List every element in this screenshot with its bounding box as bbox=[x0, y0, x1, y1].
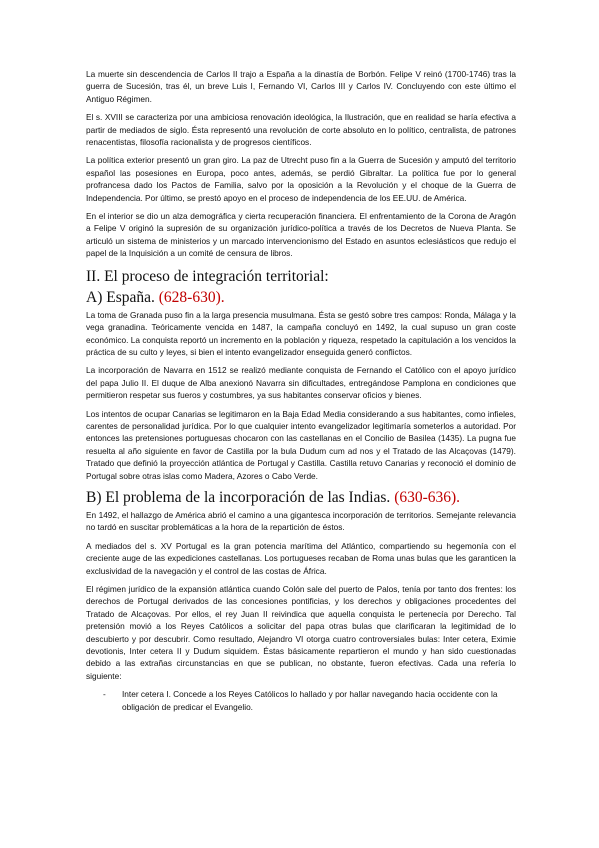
bulas-list bbox=[86, 688, 516, 713]
dash-marker: - bbox=[103, 689, 106, 700]
intro-paragraph-2: El s. XVIII se caracteriza por una ambiciosa renovación ideológica, la Ilustración, que en realidad se haría efectiva a partir de mediados de siglo. Ésta representó una revolución de corte absoluto en lo político, centralista, de patrones renacentistas, filosofía racionalista y de progresos científicos. bbox=[86, 112, 516, 148]
subsection-b-label: B) El problema de la incorporación de las Indias. bbox=[86, 488, 391, 506]
a-paragraph-2: La incorporación de Navarra en 1512 se realizó mediante conquista de Fernando el Católico con el apoyo jurídico del papa Julio II. El duque de Alba anexionó Navarra sin dificultades, entregándose Pamplona en condiciones que permitieron respetar sus fueros y costumbres, ya sus habitantes conservar oficios y bienes. bbox=[86, 365, 516, 401]
subsection-b-range: (630-636). bbox=[394, 488, 461, 506]
list-item-text: Inter cetera I. Concede a los Reyes Católicos lo hallado y por hallar navegando hacia occidente con la obligación de predicar el Evangelio. bbox=[122, 689, 498, 712]
list-item bbox=[86, 688, 516, 713]
a-paragraph-3: Los intentos de ocupar Canarias se legitimaron en la Baja Edad Media considerando a sus habitantes, como infieles, carentes de personalidad jurídica. Por lo que cualquier intento evangelizador legitimaría someterlos a autoridad. Por entonces las pretensiones portuguesas chocaron con las castellanas en el Concilio de Basilea (1435). La pugna fue resuelta al año siguiente en favor de Castilla por la bula Dudum cum ad nos y el Tratado de las Alcaçovas (1479). Tratado que definió la proyección atlántica de Portugal y Castilla. Castilla retuvo Canarias y reconoció el dominio de Portugal sobre otras islas como Madera, Azores o Cabo Verde. bbox=[86, 408, 516, 481]
a-paragraph-1: La toma de Granada puso fin a la larga presencia musulmana. Ésta se gestó sobre tres campos: Ronda, Málaga y la vega granadina. Teóricamente vencida en 1487, la campaña concluyó en 1492, la cual supuso un gran coste económico. La conquista reportó un incremento en la población y riqueza, respetado la capitulación a los vencidos la práctica de su culto y leyes, si bien el intento evangelizador enseguida generó conflictos. bbox=[86, 309, 516, 357]
section-title: II. El proceso de integración territorial: bbox=[86, 267, 329, 285]
document-body bbox=[86, 68, 516, 713]
intro-paragraph-4: En el interior se dio un alza demográfica y cierta recuperación financiera. El enfrentamiento de la Corona de Aragón a Felipe V originó la supresión de su organización jurídico-política a través de los Decretos de Nueva Planta. Se articuló un sistema de ministerios y un marcado intervencionismo del Estado en asuntos eclesiásticos que redujo el papel de la Inquisición a un comité de censura de libros. bbox=[86, 211, 516, 259]
b-paragraph-2: A mediados del s. XV Portugal es la gran potencia marítima del Atlántico, compartiendo su hegemonía con el creciente auge de las expediciones castellanas. Los portugueses recaban de Roma unas bulas que les garanticen la exclusividad de la navegación y el control de las costas de África. bbox=[86, 540, 516, 576]
intro-paragraph-1: La muerte sin descendencia de Carlos II trajo a España a la dinastía de Borbón. Felipe V reinó (1700-1746) tras la guerra de Sucesión, tras él, un breve Luis I, Fernando VI, Carlos III y Carlos IV. Concluyendo con este último el Antiguo Régimen. bbox=[86, 69, 516, 104]
b-paragraph-1: En 1492, el hallazgo de América abrió el camino a una gigantesca incorporación de territorios. Semejante relevancia no tardó en suscitar problemáticas a la hora de la repartición de éstos. bbox=[86, 509, 516, 533]
subsection-a-range: (628-630). bbox=[158, 288, 225, 306]
subsection-b-heading bbox=[86, 488, 516, 507]
b-paragraph-3: El régimen jurídico de la expansión atlántica cuando Colón sale del puerto de Palos, tenía por tanto dos frentes: los derechos de Portugal derivados de las concesiones pontificias, y los derechos y obligaciones procedentes del Tratado de Alcaçovas. Por ellos, el rey Juan II reivindica que aquella conquista le pertenecía por Derecho. Tal pretensión movió a los Reyes Católicos a solicitar del papa otras bulas que clarificaran la legitimidad de lo descubierto y por descubrir. Como resultado, Alejandro VI otorga cuatro controversiales bulas: Inter cetera, Eximie devotionis, Inter cetera II y Dudum siquidem. Éstas básicamente repartieron el mundo y han sido cuestionadas debido a las extrañas circunstancias en que se publican, no obstante, fueron efectivas. Cada una refería lo siguiente: bbox=[86, 584, 516, 681]
intro-paragraph-3: La política exterior presentó un gran giro. La paz de Utrecht puso fin a la Guerra de Sucesión y amputó del territorio español las posesiones en Europa, poco antes, además, se perdió Gibraltar. La política fue por lo general profrancesa dado los Pactos de Familia, salvo por la oposición a la Revolución y el choque de la Guerra de Independencia. Por último, se prestó apoyo en el proceso de independencia de los EE.UU. de América. bbox=[86, 155, 516, 203]
subsection-a-label: A) España. bbox=[86, 288, 155, 306]
subsection-a-heading bbox=[86, 288, 516, 307]
